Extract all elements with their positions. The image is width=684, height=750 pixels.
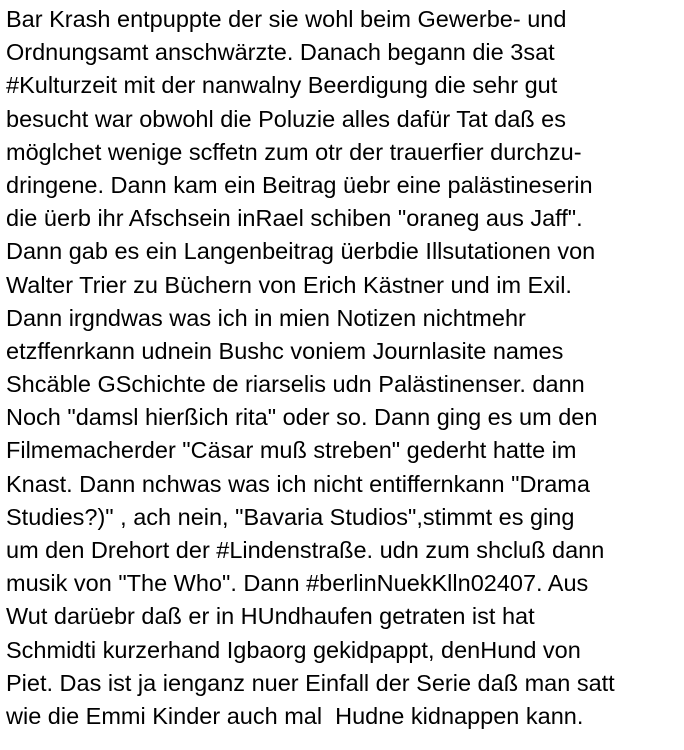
text-line: Filmemacherder "Cäsar muß streben" gederht hatte im: [6, 437, 577, 464]
text-line: Studies?)" , ach nein, "Bavaria Studios",stimmt es ging: [6, 503, 575, 530]
text-line: besucht war obwohl die Poluzie alles dafür Tat daß es: [6, 105, 566, 132]
text-line: Piet. Das ist ja ienganz nuer Einfall der Serie daß man satt: [6, 669, 615, 696]
text-line: die üerb ihr Afschsein inRael schiben "oraneg aus Jaff".: [6, 205, 583, 232]
text-line: dringene. Dann kam ein Beitrag üebr eine palästineserin: [6, 171, 593, 198]
text-line: wie die Emmi Kinder auch mal Hudne kidnappen kann.: [6, 702, 584, 729]
text-line: #Kulturzeit mit der nanwalny Beerdigung die sehr gut: [6, 72, 558, 99]
text-line: Dann irgndwas was ich in mien Notizen nichtmehr: [6, 304, 526, 331]
text-line: Walter Trier zu Büchern von Erich Kästner und im Exil.: [6, 271, 572, 298]
text-line: musik von "The Who". Dann #berlinNuekKlln02407. Aus: [6, 570, 589, 597]
text-line: Bar Krash entpuppte der sie wohl beim Gewerbe- und: [6, 6, 567, 32]
text-line: möglchet wenige scffetn zum otr der trauerfier durchzu-: [6, 138, 582, 165]
text-line: Noch "damsl hierßich rita" oder so. Dann ging es um den: [6, 404, 598, 431]
text-line: um den Drehort der #Lindenstraße. udn zum shcluß dann: [6, 537, 605, 563]
text-line: etzffenrkann udnein Bushc voniem Journlasite names: [6, 337, 564, 364]
text-line: Dann gab es ein Langenbeitrag üerbdie Illsutationen von: [6, 238, 596, 265]
text-line: Knast. Dann nchwas was ich nicht entiffernkann "Drama: [6, 470, 590, 497]
text-body: [6, 3, 682, 733]
text-line: Shcäble GSchichte de riarselis udn Palästinenser. dann: [6, 371, 585, 398]
text-line: Schmidti kurzerhand Igbaorg gekidpappt, denHund von: [6, 636, 581, 663]
text-line: Wut darüebr daß er in HUndhaufen getraten ist hat: [6, 603, 535, 630]
text-line: Ordnungsamt anschwärzte. Danach begann die 3sat: [6, 39, 555, 66]
